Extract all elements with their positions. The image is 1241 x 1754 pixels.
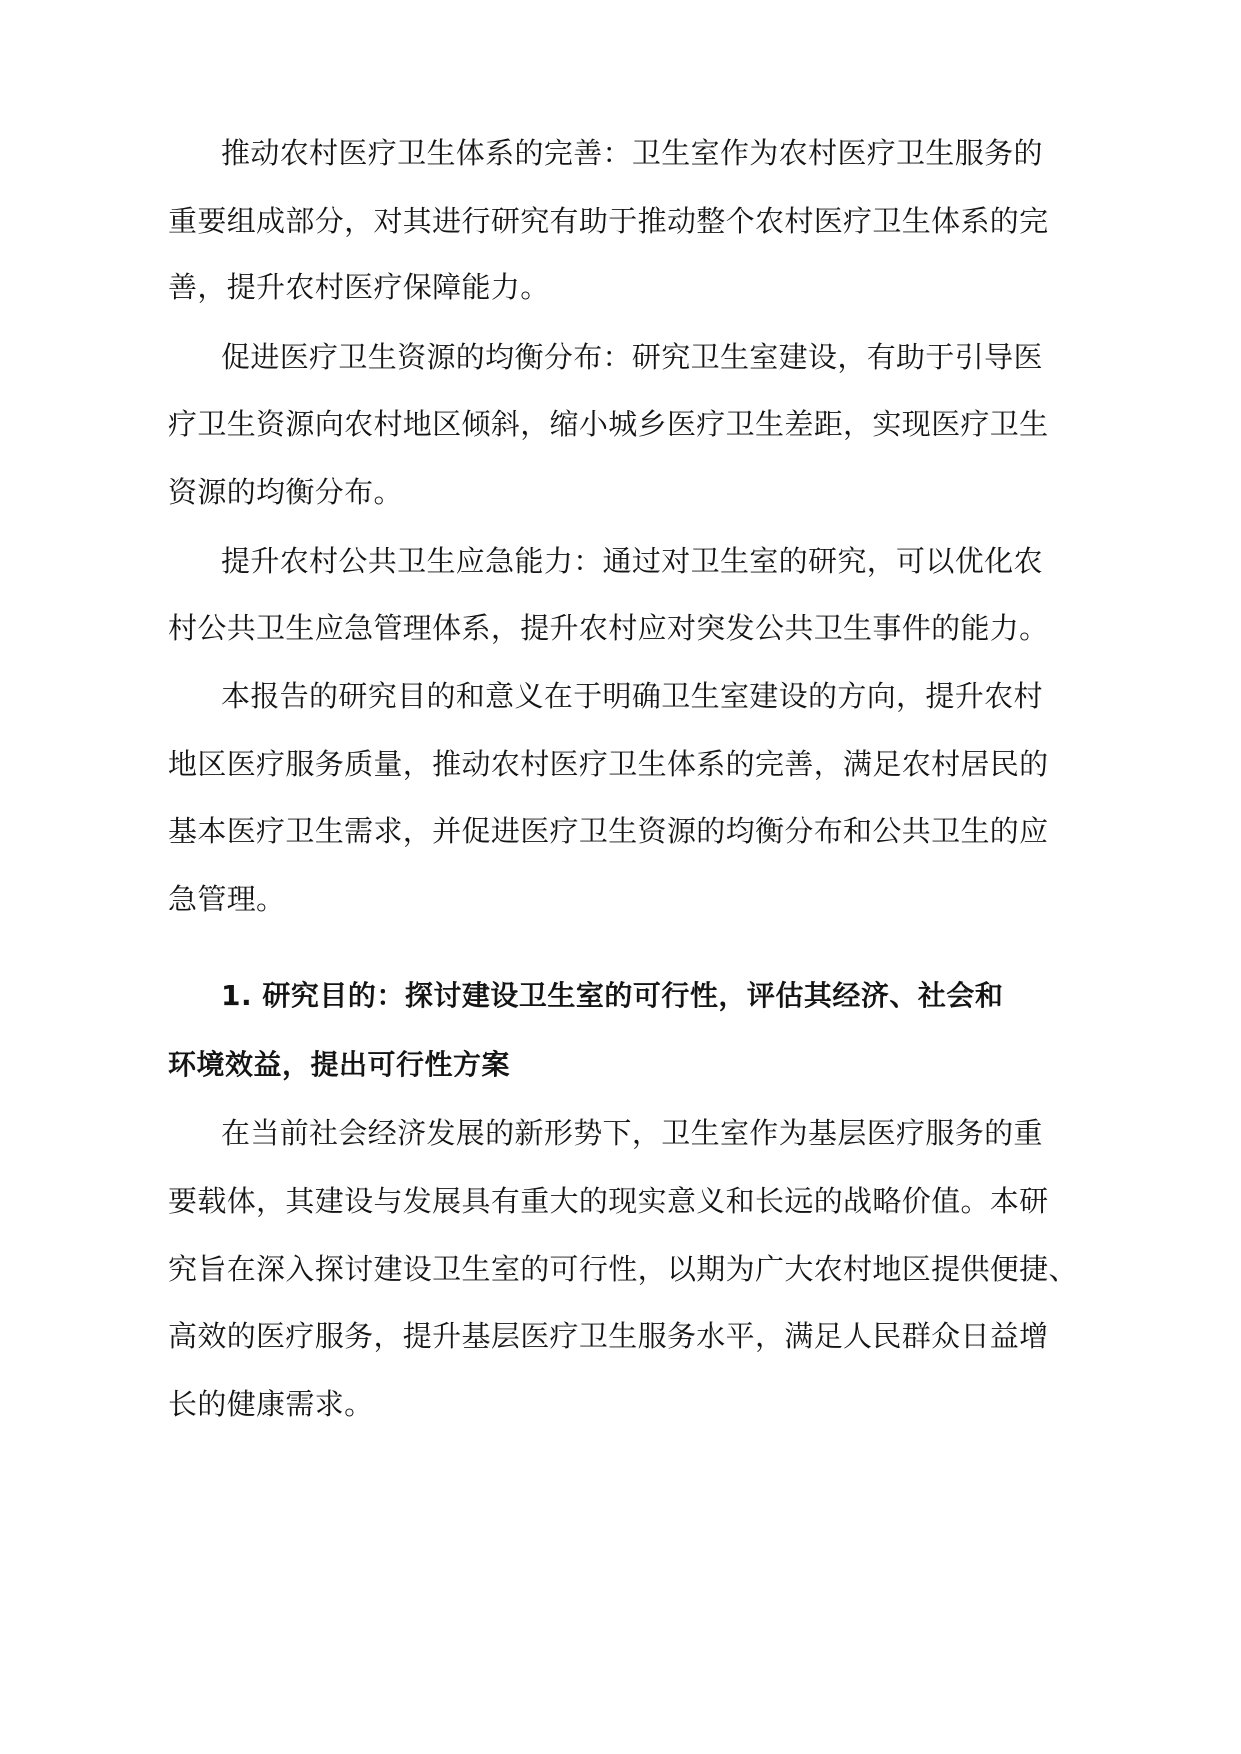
paragraph-line: 资源的均衡分布。 <box>168 475 403 509</box>
heading-line: 1. 研究目的：探讨建设卫生室的可行性，评估其经济、社会和 <box>221 979 1004 1012</box>
paragraph-line: 基本医疗卫生需求，并促进医疗卫生资源的均衡分布和公共卫生的应 <box>168 814 1049 848</box>
paragraph-line: 要载体，其建设与发展具有重大的现实意义和长远的战略价值。本研 <box>168 1184 1049 1218</box>
paragraph-line: 促进医疗卫生资源的均衡分布：研究卫生室建设，有助于引导医 <box>221 340 1043 374</box>
paragraph-line: 重要组成部分，对其进行研究有助于推动整个农村医疗卫生体系的完 <box>168 204 1049 238</box>
paragraph-line: 推动农村医疗卫生体系的完善：卫生室作为农村医疗卫生服务的 <box>221 136 1043 170</box>
paragraph-line: 长的健康需求。 <box>168 1387 374 1421</box>
paragraph-line: 善，提升农村医疗保障能力。 <box>168 270 550 304</box>
paragraph-line: 究旨在深入探讨建设卫生室的可行性，以期为广大农村地区提供便捷、 <box>168 1252 1078 1286</box>
paragraph-line: 在当前社会经济发展的新形势下，卫生室作为基层医疗服务的重 <box>221 1116 1043 1150</box>
paragraph-line: 地区医疗服务质量，推动农村医疗卫生体系的完善，满足农村居民的 <box>168 747 1049 781</box>
paragraph-line: 提升农村公共卫生应急能力：通过对卫生室的研究，可以优化农 <box>221 544 1043 578</box>
paragraph-line: 村公共卫生应急管理体系，提升农村应对突发公共卫生事件的能力。 <box>168 611 1049 645</box>
paragraph-line: 疗卫生资源向农村地区倾斜，缩小城乡医疗卫生差距，实现医疗卫生 <box>168 407 1049 441</box>
paragraph-line: 本报告的研究目的和意义在于明确卫生室建设的方向，提升农村 <box>221 679 1043 713</box>
heading-line: 环境效益，提出可行性方案 <box>168 1048 511 1081</box>
paragraph-line: 急管理。 <box>168 882 286 916</box>
paragraph-line: 高效的医疗服务，提升基层医疗卫生服务水平，满足人民群众日益增 <box>168 1319 1049 1353</box>
